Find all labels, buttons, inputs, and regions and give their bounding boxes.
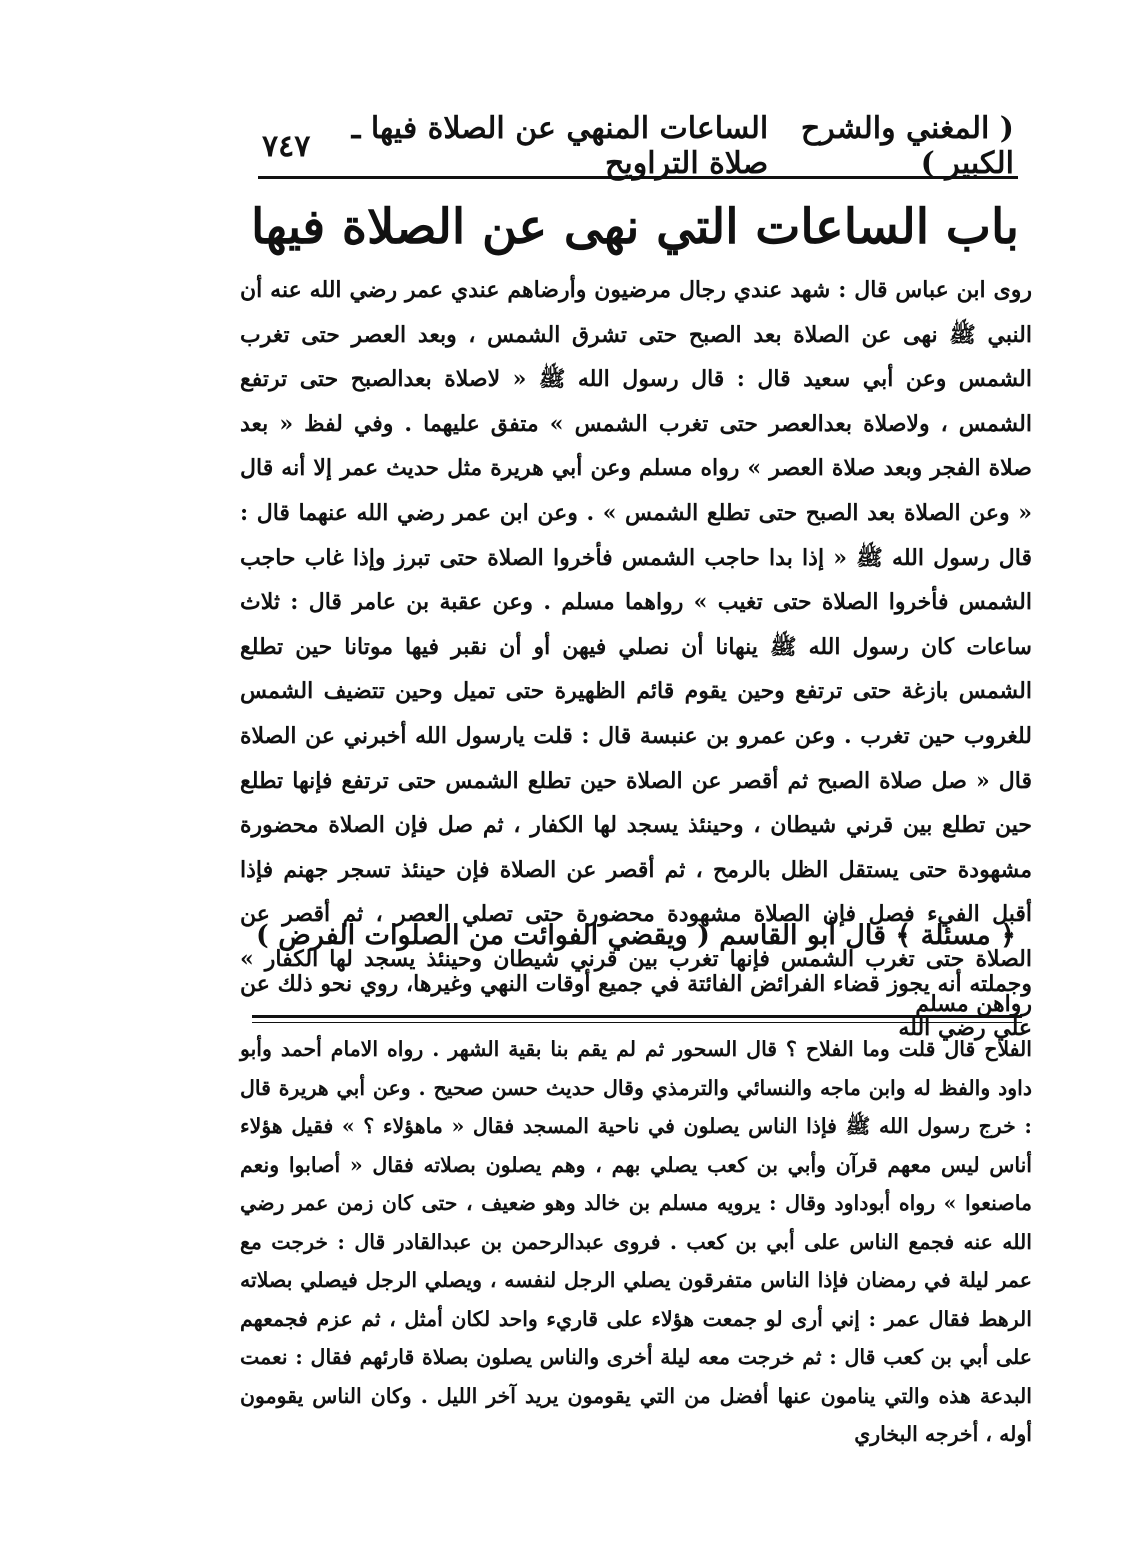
chapter-title: باب الساعات التي نهى عن الصلاة فيها: [251, 199, 1019, 255]
issue-heading: ﴿ مسئلة ﴾ قال أبو القاسم ( ويقضي الفوائت من الصلوات الفرض ): [256, 920, 1016, 951]
footnote-divider: [252, 1015, 1022, 1018]
footnote-divider-thin: [252, 1022, 1022, 1023]
footnote-paragraph: الفلاح قال قلت وما الفلاح ؟ قال السحور ثم لم يقم بنا بقية الشهر . رواه الامام أحمد وأبو داود والفظ له وابن ماجه والنسائي والترمذي وقال حديث حسن صحيح . وعن أبي هريرة قال : خرج رسول الله ﷺ فإذا الناس يصلون في ناحية المسجد فقال « ماهؤلاء ؟ » فقيل هؤلاء أناس ليس معهم قرآن وأبي بن كعب يصلي بهم ، وهم يصلون بصلاته فقال « أصابوا ونعم ماصنعوا » رواه أبوداود وقال : يرويه مسلم بن خالد وهو ضعيف ، حتى كان زمن عمر رضي الله عنه فجمع الناس على أبي بن كعب . فروى عبدالرحمن بن عبدالقادر قال : خرجت مع عمر ليلة في رمضان فإذا الناس متفرقون يصلي الرجل لنفسه ، ويصلي الرجل فيصلي بصلاته الرهط فقال عمر : إني أرى لو جمعت هؤلاء على قاريء واحد لكان أمثل ، ثم عزم فجمعهم على أبي بن كعب قال : ثم خرجت معه ليلة أخرى والناس يصلون بصلاة قارئهم فقال : نعمت البدعة هذه والتي ينامون عنها أفضل من التي يقومون يريد آخر الليل . وكان الناس يقومون أوله ، أخرجه البخاري: [240, 1037, 1032, 1446]
running-header: [262, 111, 1014, 181]
page-number: ٧٤٧: [262, 128, 311, 164]
main-paragraph: روى ابن عباس قال : شهد عندي رجال مرضيون وأرضاهم عندي عمر رضي الله عنه أن النبي ﷺ نهى عن الصلاة بعد الصبح حتى تشرق الشمس ، وبعد العصر حتى تغرب الشمس وعن أبي سعيد قال : قال رسول الله ﷺ « لاصلاة بعدالصبح حتى ترتفع الشمس ، ولاصلاة بعدالعصر حتى تغرب الشمس » متفق عليهما . وفي لفظ « بعد صلاة الفجر وبعد صلاة العصر » رواه مسلم وعن أبي هريرة مثل حديث عمر إلا أنه قال « وعن الصلاة بعد الصبح حتى تطلع الشمس » . وعن ابن عمر رضي الله عنهما قال : قال رسول الله ﷺ « إذا بدا حاجب الشمس فأخروا الصلاة حتى تبرز وإذا غاب حاجب الشمس فأخروا الصلاة حتى تغيب » رواهما مسلم . وعن عقبة بن عامر قال : ثلاث ساعات كان رسول الله ﷺ ينهانا أن نصلي فيهن أو أن نقبر فيها موتانا حين تطلع الشمس بازغة حتى ترتفع وحين يقوم قائم الظهيرة حتى تميل وحين تتضيف الشمس للغروب حين تغرب . وعن عمرو بن عنبسة قال : قلت يارسول الله أخبرني عن الصلاة قال « صل صلاة الصبح ثم أقصر عن الصلاة حين تطلع الشمس حتى ترتفع فإنها تطلع حين تطلع بين قرني شيطان ، وحينئذ يسجد لها الكفار ، ثم صل فإن الصلاة محضورة مشهودة حتى يستقل الظل بالرمح ، ثم أقصر عن الصلاة فإن حينئذ تسجر جهنم فإذا أقبل الفيء فصل فإن الصلاة مشهودة محضورة حتى تصلي العصر ، ثم أقصر عن الصلاة حتى تغرب الشمس فإنها تغرب بين قرني شيطان وحينئذ يسجد لها الكفار » رواهن مسلم: [240, 277, 1032, 1017]
footnotes: [240, 1030, 1032, 1454]
header-section-title: الساعات المنهي عن الصلاة فيها ـ صلاة التراويح: [351, 111, 769, 181]
header-book-title: ( المغني والشرح الكبير ): [800, 111, 1014, 181]
issue-body: وجملته أنه يجوز قضاء الفرائض الفائتة في جميع أوقات النهي وغيرها، روي نحو ذلك عن علي رضي الله: [240, 971, 1032, 1041]
header-rule: [258, 176, 1018, 179]
